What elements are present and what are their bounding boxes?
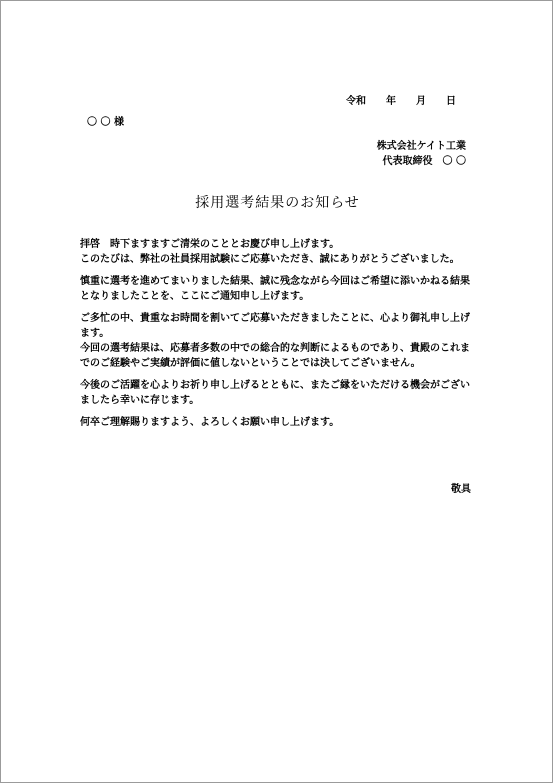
paragraph-thanks: このたびは、弊社の社員採用試験にご応募いただき、誠にありがとうございました。: [80, 254, 460, 265]
letter-addressee: 〇 〇 様: [87, 117, 124, 128]
paragraph-greeting: 拝啓 時下ますますご清栄のこととお慶び申し上げます。: [80, 239, 340, 250]
paragraph-request: 何卒ご理解賜りますよう、よろしくお願い申し上げます。: [80, 417, 340, 428]
letter-title: 採用選考結果のお知らせ: [195, 195, 360, 211]
letter-sender: [377, 139, 466, 169]
sender-representative: 代表取締役 〇 〇: [382, 156, 466, 167]
paragraph-wishes: 今後のご活躍を心よりお祈り申し上げるとともに、またご縁をいただける機会がございましたら幸いに存じます。: [80, 380, 470, 406]
paragraph-result: 慎重に選考を進めてまいりました結果、誠に残念ながら今回はご希望に添いかねる結果となりましたことを、ここにご通知申し上げます。: [80, 276, 470, 302]
paragraph-explanation: 今回の選考結果は、応募者多数の中での総合的な判断によるものであり、貴殿のこれまでのご経験やご実績が評価に値しないということでは決してございません。: [80, 343, 470, 369]
letter-date: 令和 年 月 日: [346, 96, 456, 107]
letter-closing: 敬具: [451, 484, 471, 495]
paragraph-gratitude: ご多忙の中、貴重なお時間を割いてご応募いただきましたことに、心より御礼申し上げます。: [80, 313, 470, 339]
letter-body: [80, 237, 475, 437]
sender-company: 株式会社ケイト工業: [376, 141, 466, 152]
